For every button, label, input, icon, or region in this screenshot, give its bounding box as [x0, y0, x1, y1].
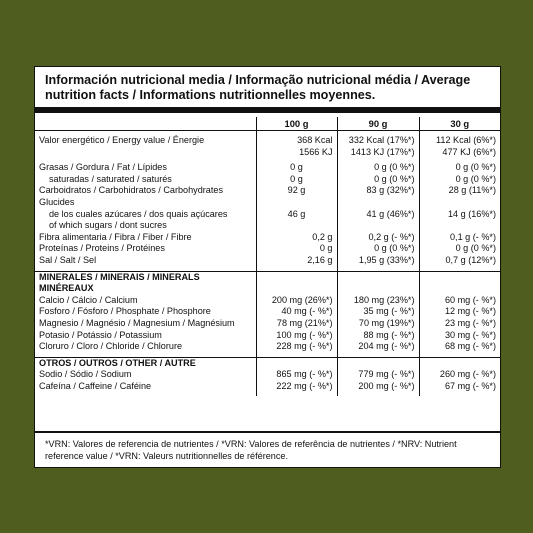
table-row: [35, 135, 500, 147]
row-value: 100 mg (- %*): [256, 330, 337, 342]
row-value: 477 KJ (6%*): [419, 147, 500, 159]
row-value: 368 Kcal: [256, 135, 337, 147]
row-value: 1566 KJ: [256, 147, 337, 159]
row-label: Potasio / Potássio / Potassium: [39, 329, 162, 340]
row-value: 200 mg (26%*): [256, 295, 337, 307]
row-value: 60 mg (- %*): [419, 295, 500, 307]
table-row: [35, 147, 500, 159]
table-row: [35, 197, 500, 209]
section-heading: [35, 271, 500, 283]
row-value: 865 mg (- %*): [256, 369, 337, 381]
row-label: Carboidratos / Carbohidratos / Carbohydrates: [39, 185, 223, 196]
table-row: [35, 295, 500, 307]
row-value: 0 g (0 %*): [419, 162, 500, 174]
row-value: 0,2 g (- %*): [337, 232, 419, 244]
other-heading: OTROS / OUTROS / OTHER / AUTRE: [35, 357, 256, 369]
row-value: 200 mg (- %*): [337, 381, 419, 393]
row-value: 0,1 g (- %*): [419, 232, 500, 244]
row-value: 0 g: [256, 174, 337, 186]
minerals-heading: MINERALES / MINERAIS / MINERALS: [35, 271, 256, 283]
row-label: Valor energético / Energy value / Énergie: [39, 135, 205, 145]
row-label: Cafeína / Caffeine / Caféine: [39, 380, 152, 391]
row-value: 30 mg (- %*): [419, 330, 500, 342]
row-label: Sodio / Sódio / Sodium: [39, 369, 132, 380]
row-value: 0 g (0 %*): [337, 243, 419, 255]
row-value: 228 mg (- %*): [256, 341, 337, 353]
row-value: 70 mg (19%*): [337, 318, 419, 330]
row-value: 14 g (16%*): [419, 209, 500, 221]
row-label: saturadas / saturated / saturés: [49, 173, 172, 184]
table-row: [35, 209, 500, 221]
row-value: 260 mg (- %*): [419, 369, 500, 381]
table-row: [35, 306, 500, 318]
section-heading: [35, 357, 500, 369]
row-value: 92 g: [256, 185, 337, 197]
table-row: [35, 174, 500, 186]
row-value: 28 g (11%*): [419, 185, 500, 197]
row-value: 35 mg (- %*): [337, 306, 419, 318]
title-divider: [35, 107, 500, 113]
nutrition-label: [34, 66, 501, 468]
row-label: Fibra alimentaria / Fibra / Fiber / Fibre: [39, 231, 192, 242]
row-value: 46 g: [256, 209, 337, 221]
row-value: 0 g: [256, 162, 337, 174]
row-value: 0 g: [256, 243, 337, 255]
row-value: 88 mg (- %*): [337, 330, 419, 342]
table-row: [35, 162, 500, 174]
row-label: Fosforo / Fósforo / Phosphate / Phosphore: [39, 306, 211, 317]
table-row: [35, 318, 500, 330]
footnote: *VRN: Valores de referencia de nutrientes / *VRN: Valores de referência de nutrientes / *NRV: Nutrient reference value / *VRN: Valeurs nutritionnelles de référence.: [45, 439, 457, 461]
row-value: 68 mg (- %*): [419, 341, 500, 353]
row-value: 0 g (0 %*): [337, 174, 419, 186]
row-value: 0 g (0 %*): [419, 174, 500, 186]
row-value: 41 g (46%*): [337, 209, 419, 221]
row-value: 0,7 g (12%*): [419, 255, 500, 267]
row-value: 332 Kcal (17%*): [337, 135, 419, 147]
column-header: 30 g: [419, 117, 500, 131]
row-label: Proteínas / Proteins / Protéines: [39, 243, 165, 254]
column-header: 90 g: [337, 117, 419, 131]
row-label: Grasas / Gordura / Fat / Lípides: [39, 162, 167, 173]
header-blank: [35, 117, 256, 131]
row-value: 40 mg (- %*): [256, 306, 337, 318]
table-row: [35, 243, 500, 255]
row-value: 0,2 g: [256, 232, 337, 244]
row-value: 2,16 g: [256, 255, 337, 267]
row-value: 1,95 g (33%*): [337, 255, 419, 267]
table-row: [35, 341, 500, 353]
row-label: Cloruro / Cloro / Chloride / Chlorure: [39, 341, 183, 352]
section-heading: [35, 283, 500, 295]
row-label: of which sugars / dont sucres: [49, 220, 167, 231]
row-label: Calcio / Cálcio / Calcium: [39, 294, 138, 305]
table-row: [35, 220, 500, 232]
table-row: [35, 185, 500, 197]
nutrition-table: [35, 117, 500, 396]
column-header: 100 g: [256, 117, 337, 131]
table-row: [35, 232, 500, 244]
row-value: 222 mg (- %*): [256, 381, 337, 393]
row-value: 112 Kcal (6%*): [419, 135, 500, 147]
row-value: 0 g (0 %*): [337, 162, 419, 174]
header-row: [35, 117, 500, 131]
row-value: 12 mg (- %*): [419, 306, 500, 318]
row-value: 78 mg (21%*): [256, 318, 337, 330]
row-value: 0 g (0 %*): [419, 243, 500, 255]
table-row: [35, 369, 500, 381]
row-value: 204 mg (- %*): [337, 341, 419, 353]
row-value: 779 mg (- %*): [337, 369, 419, 381]
footnote-divider: [35, 431, 500, 433]
row-label: Glucides: [39, 196, 75, 207]
row-label: de los cuales azúcares / dos quais açúcares: [49, 208, 228, 219]
row-value: 180 mg (23%*): [337, 295, 419, 307]
label-title: Información nutricional media / Informação nutricional média / Average nutrition facts / Informations nutritionnelles moyennes.: [45, 73, 471, 102]
row-value: 83 g (32%*): [337, 185, 419, 197]
row-label: Sal / Salt / Sel: [39, 254, 97, 265]
row-value: 67 mg (- %*): [419, 381, 500, 393]
minerals-heading-cont: MINÉREAUX: [39, 283, 94, 294]
table-row: [35, 381, 500, 393]
row-label: Magnesio / Magnésio / Magnesium / Magnésium: [39, 317, 235, 328]
row-value: 23 mg (- %*): [419, 318, 500, 330]
table-row: [35, 255, 500, 267]
table-row: [35, 330, 500, 342]
row-value: 1413 KJ (17%*): [337, 147, 419, 159]
